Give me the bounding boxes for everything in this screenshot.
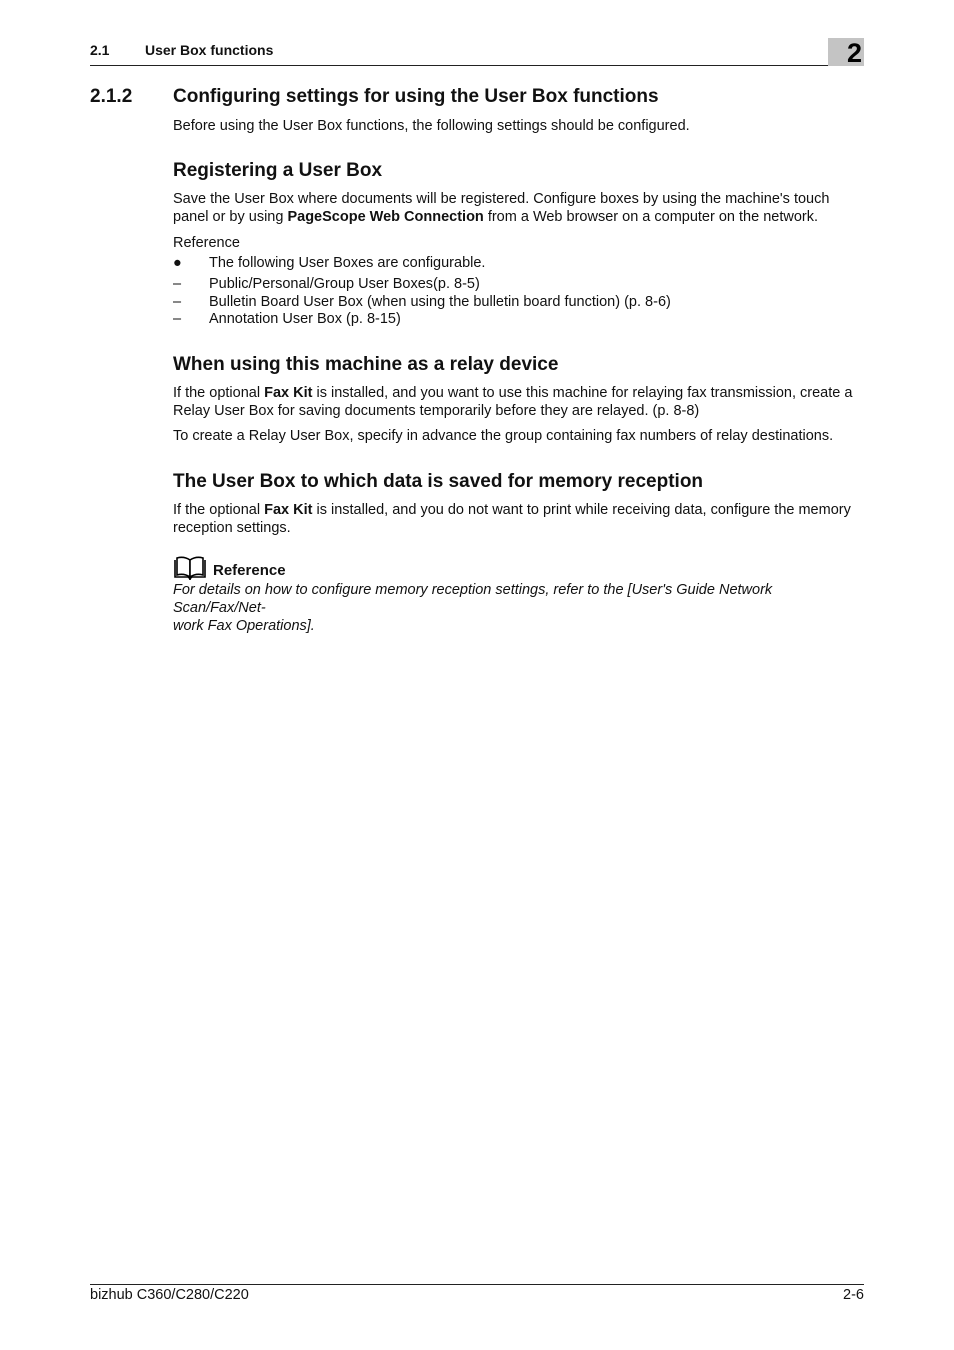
footer-product: bizhub C360/C280/C220 [90, 1287, 249, 1303]
reference-note-text: For details on how to configure memory reception settings, refer to the [User's Guide Network Scan/Fax/Net- work Fax Operations]. [173, 582, 773, 634]
reference-heading: Reference [213, 562, 286, 579]
registering-paragraph: Save the User Box where documents will be registered. Configure boxes by using the machine's touch panel or by using PageScope Web Connection from a Web browser on a computer on the network. [173, 191, 830, 225]
fax-kit-term: Fax Kit [264, 385, 313, 401]
bullet-icon: ● [173, 255, 182, 271]
memory-heading: The User Box to which data is saved for memory reception [173, 471, 704, 492]
relay-paragraph-1: If the optional Fax Kit is installed, and you want to use this machine for relaying fax transmission, create a Relay User Box for saving documents temporarily before they are relayed. (p. 8-8) [173, 385, 853, 419]
dash-item: – Public/Personal/Group User Boxes(p. 8-5) [173, 276, 480, 292]
pagescope-web-connection-term: PageScope Web Connection [287, 209, 484, 225]
book-icon [173, 556, 207, 582]
section-intro: Before using the User Box functions, the following settings should be configured. [173, 118, 690, 134]
section-number: 2.1.2 [90, 86, 133, 107]
registering-heading: Registering a User Box [173, 160, 383, 181]
relay-heading: When using this machine as a relay device [173, 354, 559, 375]
footer-rule [90, 1284, 864, 1285]
footer-page-number: 2-6 [843, 1287, 864, 1303]
chapter-badge: 2 [828, 38, 864, 66]
memory-paragraph: If the optional Fax Kit is installed, and you do not want to print while receiving data, configure the memory reception settings. [173, 502, 851, 536]
section-title: Configuring settings for using the User Box functions [173, 86, 659, 107]
bullet-item: ● The following User Boxes are configurable. [173, 255, 486, 271]
header-rule [90, 65, 864, 66]
reference-caption: Reference [173, 235, 240, 251]
header-section-number: 2.1 [90, 42, 110, 58]
dash-item: – Bulletin Board User Box (when using the bulletin board function) (p. 8-6) [173, 294, 671, 310]
fax-kit-term: Fax Kit [264, 502, 313, 518]
relay-paragraph-2: To create a Relay User Box, specify in advance the group containing fax numbers of relay destinations. [173, 428, 834, 444]
header-section-title: User Box functions [145, 42, 274, 58]
dash-item: – Annotation User Box (p. 8-15) [173, 311, 401, 327]
